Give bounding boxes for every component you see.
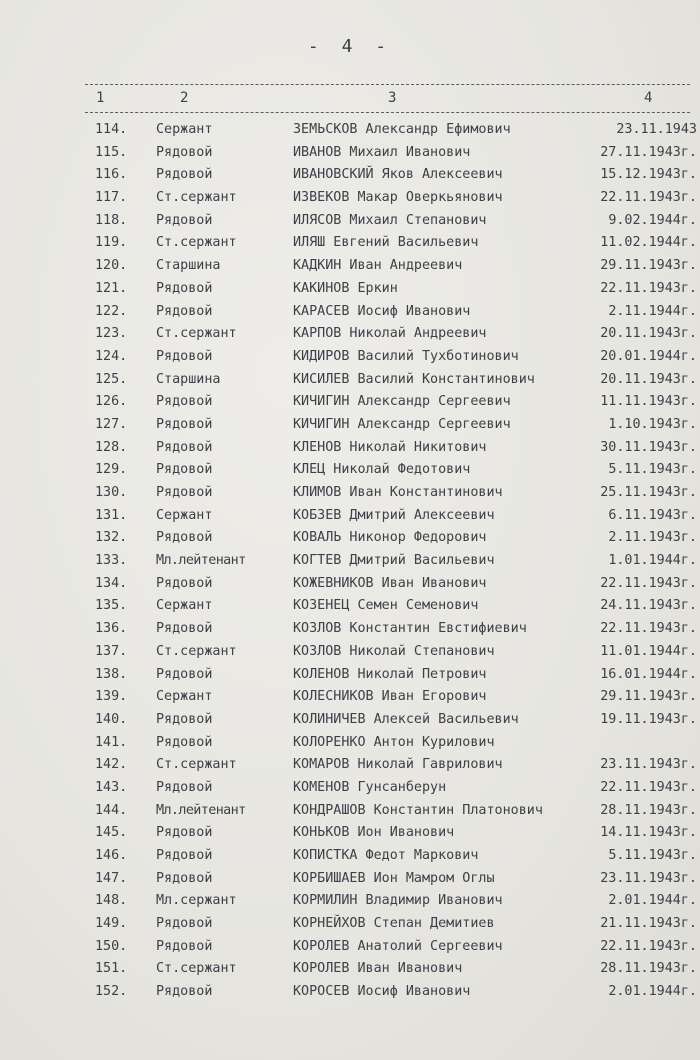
row-name: КОНЬКОВ Ион Иванович [293, 825, 455, 841]
row-date: 14.11.1943г. [600, 825, 697, 841]
row-number: 150. [95, 938, 128, 954]
table-row [0, 527, 700, 550]
row-rank: Рядовой [156, 984, 213, 1000]
row-number: 121. [95, 280, 128, 296]
row-name: КАКИНОВ Еркин [293, 280, 398, 296]
table-row [0, 664, 700, 687]
table-row [0, 822, 700, 845]
row-number: 140. [95, 711, 128, 727]
row-number: 115. [95, 144, 128, 160]
row-name: КОЛЕСНИКОВ Иван Егорович [293, 689, 487, 705]
row-rank: Мл.сержант [156, 893, 237, 909]
row-rank: Рядовой [156, 167, 213, 183]
row-name: КЛИМОВ Иван Константинович [293, 485, 503, 500]
row-rank: Ст.сержант [156, 235, 237, 251]
row-rank: Рядовой [156, 666, 213, 682]
row-name: КОВАЛЬ Никонор Федорович [293, 530, 487, 546]
table-row [0, 232, 700, 255]
row-number: 132. [95, 530, 128, 546]
row-name: КОГТЕВ Дмитрий Васильевич [293, 553, 495, 569]
row-rank: Рядовой [156, 416, 213, 432]
row-rank: Рядовой [156, 439, 213, 455]
table-row [0, 981, 700, 1004]
row-rank: Рядовой [156, 938, 213, 954]
row-number: 133. [95, 553, 128, 569]
row-date: 6.11.1943г. [608, 507, 697, 523]
row-number: 148. [95, 893, 128, 909]
row-rank: Ст.сержант [156, 190, 237, 206]
row-number: 117. [95, 190, 128, 206]
row-rank: Рядовой [156, 916, 213, 932]
row-name: КОМЕНОВ Гунсанберун [293, 779, 447, 795]
row-date: 22.11.1943г. [600, 938, 697, 954]
row-number: 129. [95, 462, 128, 478]
row-number: 135. [95, 598, 128, 614]
row-number: 122. [95, 303, 128, 319]
row-number: 147. [95, 870, 128, 886]
column-header-name: 3 [388, 90, 397, 106]
row-number: 114. [95, 122, 128, 137]
row-name: КЛЕЦ Николай Федотович [293, 462, 471, 478]
column-header-date: 4 [644, 90, 653, 106]
row-number: 126. [95, 394, 128, 410]
table-row [0, 369, 700, 392]
table-row [0, 709, 700, 732]
table-row [0, 936, 700, 959]
table-row [0, 323, 700, 346]
row-rank: Мл.лейтенант [156, 802, 246, 818]
row-number: 146. [95, 848, 128, 863]
row-rank: Рядовой [156, 485, 213, 500]
row-date: 20.11.1943г. [600, 326, 697, 342]
row-date: 25.11.1943г. [600, 485, 697, 500]
row-number: 128. [95, 439, 128, 455]
row-date: 24.11.1943г. [600, 598, 697, 614]
row-date: 27.11.1943г. [600, 144, 697, 160]
table-row [0, 459, 700, 482]
row-name: КОЗЛОВ Николай Степанович [293, 643, 495, 659]
table-row [0, 800, 700, 823]
row-rank: Рядовой [156, 280, 213, 296]
row-date: 5.11.1943г. [608, 848, 697, 863]
row-number: 118. [95, 212, 128, 228]
table-row [0, 595, 700, 618]
row-name: ИЛЯШ Евгений Васильевич [293, 235, 479, 251]
row-rank: Рядовой [156, 575, 213, 591]
row-number: 127. [95, 416, 128, 432]
table-row [0, 210, 700, 233]
row-date: 23.11.1943г. [600, 757, 697, 773]
row-date: 22.11.1943г. [600, 779, 697, 795]
row-name: КАРАСЕВ Иосиф Иванович [293, 303, 471, 319]
row-name: КАДКИН Иван Андреевич [293, 258, 463, 274]
row-date: 21.11.1943г. [600, 916, 697, 932]
row-name: ИВАНОВСКИЙ Яков Алексеевич [293, 167, 503, 183]
table-row [0, 119, 700, 142]
row-date: 22.11.1943г. [600, 575, 697, 591]
row-date: 22.11.1943г. [600, 280, 697, 296]
table-row [0, 414, 700, 437]
table-header-rule [85, 112, 690, 113]
row-number: 130. [95, 485, 128, 500]
row-name: КЛЕНОВ Николай Никитович [293, 439, 487, 455]
row-name: ИЗВЕКОВ Макар Оверкьянович [293, 190, 503, 206]
row-name: КОЛИНИЧЕВ Алексей Васильевич [293, 711, 519, 727]
row-number: 152. [95, 984, 128, 1000]
row-date: 30.11.1943г. [600, 439, 697, 455]
table-row [0, 391, 700, 414]
row-date: 28.11.1943г. [600, 802, 697, 818]
row-date: 11.01.1944г. [600, 643, 697, 659]
row-name: КОРНЕЙХОВ Степан Демитиев [293, 916, 495, 932]
row-rank: Рядовой [156, 212, 213, 228]
row-name: КИЧИГИН Александр Сергеевич [293, 416, 511, 432]
row-name: КОБЗЕВ Дмитрий Алексеевич [293, 507, 495, 523]
row-rank: Сержант [156, 122, 213, 137]
row-date: 22.11.1943г. [600, 190, 697, 206]
row-name: КИДИРОВ Василий Тухботинович [293, 348, 519, 364]
table-row [0, 437, 700, 460]
row-name: ИЛЯСОВ Михаил Степанович [293, 212, 487, 228]
row-name: КОЛЕНОВ Николай Петрович [293, 666, 487, 682]
row-name: КАРПОВ Николай Андреевич [293, 326, 487, 342]
table-row [0, 732, 700, 755]
row-date: 2.11.1943г. [608, 530, 697, 546]
row-number: 138. [95, 666, 128, 682]
row-date: 11.11.1943г. [600, 394, 697, 410]
row-date: 20.01.1944г. [600, 348, 697, 364]
column-header-number: 1 [96, 90, 105, 106]
row-date: 20.11.1943г. [600, 371, 697, 387]
row-number: 120. [95, 258, 128, 274]
row-date: 9.02.1944г. [608, 212, 697, 228]
row-number: 149. [95, 916, 128, 932]
table-row [0, 868, 700, 891]
table-row [0, 686, 700, 709]
table-row [0, 505, 700, 528]
row-number: 142. [95, 757, 128, 773]
table-row [0, 777, 700, 800]
table-row [0, 164, 700, 187]
row-name: КОЖЕВНИКОВ Иван Иванович [293, 575, 487, 591]
column-header-rank: 2 [180, 90, 189, 106]
row-date: 29.11.1943г. [600, 258, 697, 274]
row-rank: Рядовой [156, 348, 213, 364]
table-row [0, 890, 700, 913]
row-number: 139. [95, 689, 128, 705]
row-rank: Рядовой [156, 530, 213, 546]
row-date: 2.01.1944г. [608, 984, 697, 1000]
row-number: 119. [95, 235, 128, 251]
table-row [0, 278, 700, 301]
row-rank: Рядовой [156, 711, 213, 727]
table-row [0, 754, 700, 777]
row-rank: Сержант [156, 507, 213, 523]
row-name: КОРОЛЕВ Анатолий Сергеевич [293, 938, 503, 954]
row-number: 144. [95, 802, 128, 818]
row-name: КИЧИГИН Александр Сергеевич [293, 394, 511, 410]
row-rank: Ст.сержант [156, 643, 237, 659]
table-row [0, 958, 700, 981]
table-row [0, 482, 700, 505]
row-name: КОРОЛЕВ Иван Иванович [293, 961, 463, 977]
row-name: КОНДРАШОВ Константин Платонович [293, 802, 543, 818]
table-row [0, 550, 700, 573]
table-row [0, 255, 700, 278]
row-date: 22.11.1943г. [600, 621, 697, 637]
row-number: 123. [95, 326, 128, 342]
row-rank: Рядовой [156, 621, 213, 637]
row-rank: Рядовой [156, 462, 213, 478]
row-number: 143. [95, 779, 128, 795]
table-row [0, 618, 700, 641]
row-number: 145. [95, 825, 128, 841]
row-number: 137. [95, 643, 128, 659]
row-number: 136. [95, 621, 128, 637]
row-date: 2.01.1944г. [608, 893, 697, 909]
row-date: 2.11.1944г. [608, 303, 697, 319]
row-rank: Сержант [156, 689, 213, 705]
row-rank: Мл.лейтенант [156, 553, 246, 569]
row-rank: Рядовой [156, 825, 213, 841]
table-row [0, 641, 700, 664]
row-rank: Рядовой [156, 144, 213, 160]
row-date: 15.12.1943г. [600, 167, 697, 183]
table-row [0, 187, 700, 210]
row-rank: Рядовой [156, 870, 213, 886]
row-date: 1.10.1943г. [608, 416, 697, 432]
row-number: 125. [95, 371, 128, 387]
table-body [0, 119, 700, 1004]
table-row [0, 573, 700, 596]
row-rank: Рядовой [156, 779, 213, 795]
row-number: 124. [95, 348, 128, 364]
row-number: 141. [95, 734, 128, 750]
row-date: 1.01.1944г. [608, 553, 697, 569]
table-row [0, 845, 700, 868]
table-row [0, 346, 700, 369]
row-name: КОЛОРЕНКО Антон Курилович [293, 734, 495, 750]
page-number: - 4 - [307, 36, 393, 57]
table-row [0, 142, 700, 165]
row-name: КОЗЕНЕЦ Семен Семенович [293, 598, 479, 614]
row-rank: Ст.сержант [156, 757, 237, 773]
row-date: 23.11.1943г. [600, 870, 697, 886]
row-number: 116. [95, 167, 128, 183]
row-number: 134. [95, 575, 128, 591]
row-name: КОПИСТКА Федот Маркович [293, 848, 479, 863]
row-date: 28.11.1943г. [600, 961, 697, 977]
row-name: ИВАНОВ Михаил Иванович [293, 144, 471, 160]
row-rank: Старшина [156, 258, 221, 274]
table-top-rule [85, 84, 690, 85]
row-number: 151. [95, 961, 128, 977]
row-name: КОЗЛОВ Константин Евстифиевич [293, 621, 527, 637]
row-rank: Старшина [156, 371, 221, 387]
table-row [0, 913, 700, 936]
row-date: 16.01.1944г. [600, 666, 697, 682]
row-rank: Рядовой [156, 734, 213, 750]
row-rank: Рядовой [156, 394, 213, 410]
row-rank: Рядовой [156, 303, 213, 319]
row-name: КИСИЛЕВ Василий Константинович [293, 371, 535, 387]
row-name: КОРБИШАЕВ Ион Мамром Оглы [293, 870, 495, 886]
row-rank: Рядовой [156, 848, 213, 863]
row-name: КОРМИЛИН Владимир Иванович [293, 893, 503, 909]
row-rank: Сержант [156, 598, 213, 614]
row-rank: Ст.сержант [156, 326, 237, 342]
row-date: 11.02.1944г. [600, 235, 697, 251]
row-date: 5.11.1943г. [608, 462, 697, 478]
row-date: 23.11.1943 [616, 122, 697, 137]
row-date: 19.11.1943г. [600, 711, 697, 727]
row-name: КОРОСЕВ Иосиф Иванович [293, 984, 471, 1000]
table-row [0, 301, 700, 324]
row-rank: Ст.сержант [156, 961, 237, 977]
row-number: 131. [95, 507, 128, 523]
row-name: КОМАРОВ Николай Гаврилович [293, 757, 503, 773]
row-date: 29.11.1943г. [600, 689, 697, 705]
row-name: ЗЕМЬСКОВ Александр Ефимович [293, 122, 511, 137]
